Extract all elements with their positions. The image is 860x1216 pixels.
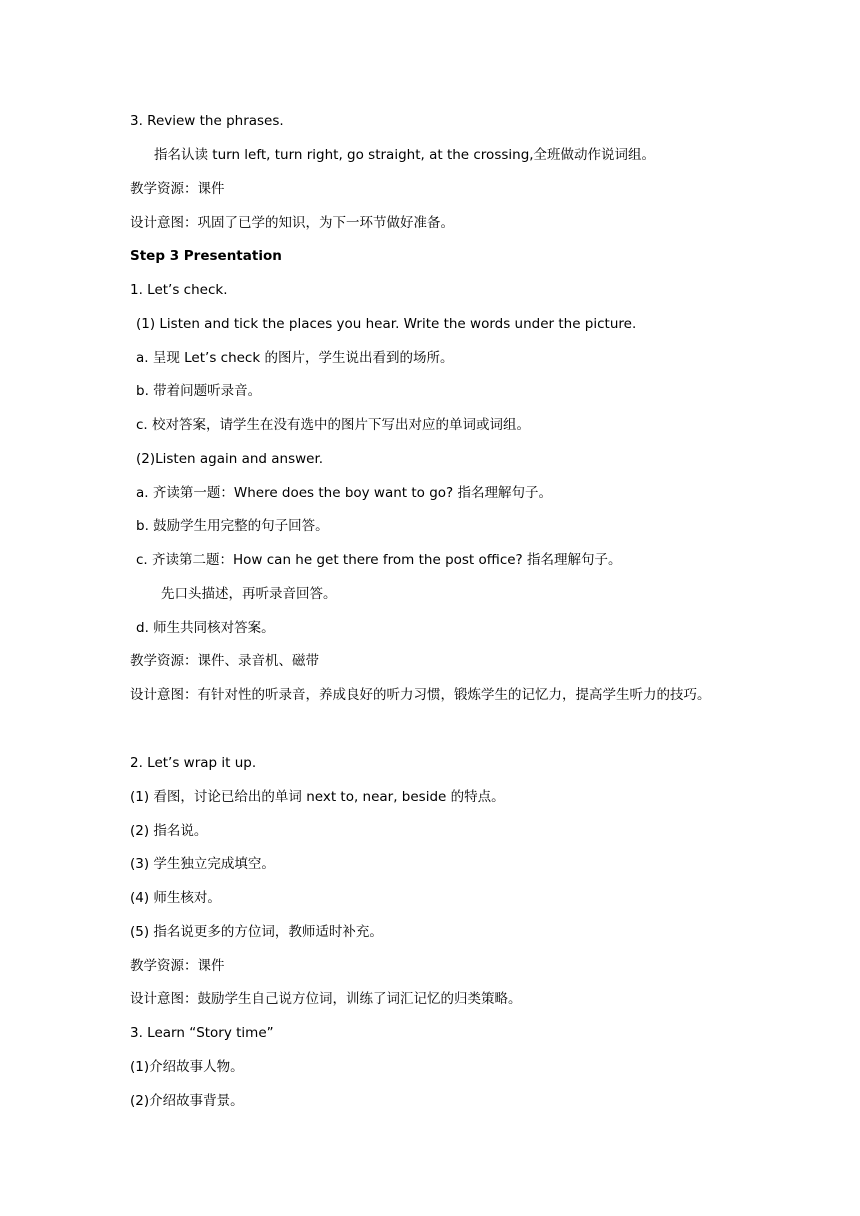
text-line: c. 校对答案，请学生在没有选中的图片下写出对应的单词或词组。 [136, 417, 531, 433]
text-line: (1)介绍故事人物。 [130, 1059, 244, 1075]
text-line: 教学资源：课件 [130, 181, 225, 197]
text-line: 先口头描述，再听录音回答。 [161, 586, 337, 602]
section-heading: Step 3 Presentation [130, 248, 282, 264]
text-line: 1. Let’s check. [130, 282, 228, 298]
text-line: 教学资源：课件、录音机、磁带 [130, 653, 319, 669]
text-line: 设计意图：鼓励学生自己说方位词，训练了词汇记忆的归类策略。 [130, 991, 522, 1007]
text-line: (1) Listen and tick the places you hear. Write the words under the picture. [136, 316, 637, 332]
text-line: (1) 看图，讨论已给出的单词 next to, near, beside 的特点。 [130, 789, 505, 805]
text-line: a. 齐读第一题：Where does the boy want to go? 指名理解句子。 [136, 485, 553, 501]
text-line: (4) 师生核对。 [130, 890, 221, 906]
text-line: 3. Learn “Story time” [130, 1025, 274, 1041]
text-line: (2)Listen again and answer. [136, 451, 324, 467]
text-line: (3) 学生独立完成填空。 [130, 856, 275, 872]
text-paragraph: 设计意图：有针对性的听录音，养成良好的听力习惯，锻炼学生的记忆力，提高学生听力的技巧。 [130, 687, 711, 703]
text-line: c. 齐读第二题：How can he get there from the post office? 指名理解句子。 [136, 552, 622, 568]
text-line: 设计意图：巩固了已学的知识，为下一环节做好准备。 [130, 215, 454, 231]
text-line: d. 师生共同核对答案。 [136, 620, 275, 636]
text-line: a. 呈现 Let’s check 的图片，学生说出看到的场所。 [136, 350, 454, 366]
text-line: 教学资源：课件 [130, 958, 225, 974]
text-line: (5) 指名说更多的方位词，教师适时补充。 [130, 924, 383, 940]
text-line: 指名认读 turn left, turn right, go straight, at the crossing,全班做动作说词组。 [154, 147, 656, 163]
text-line: 3. Review the phrases. [130, 113, 284, 129]
text-line: (2)介绍故事背景。 [130, 1093, 244, 1109]
text-line: 2. Let’s wrap it up. [130, 755, 257, 771]
text-line: b. 带着问题听录音。 [136, 383, 262, 399]
text-line: (2) 指名说。 [130, 823, 208, 839]
text-line: b. 鼓励学生用完整的句子回答。 [136, 518, 329, 534]
